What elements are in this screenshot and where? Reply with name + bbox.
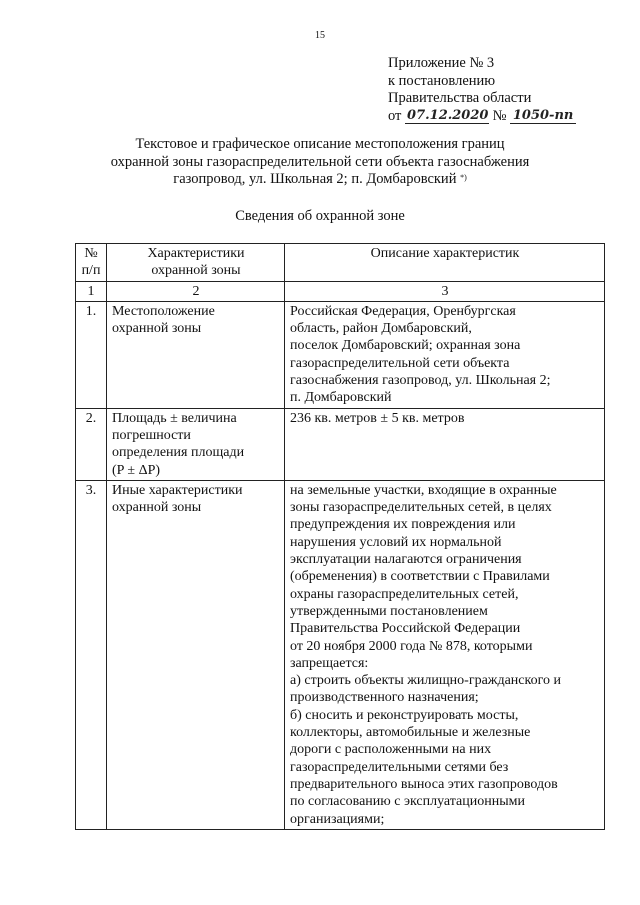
header-characteristic: Характеристики охранной зоны [107,244,285,282]
table-row [76,408,605,480]
row-number: 3. [76,480,107,829]
document-title [60,136,580,189]
title-line-3 [60,171,580,189]
table-row [76,301,605,408]
footnote-mark: *) [460,173,467,182]
date-prefix: от [388,107,402,124]
appendix-line-3: Правительства области [388,90,532,106]
column-number-1: 1 [76,281,107,301]
row-description: на земельные участки, входящие в охранные зоны газораспределительных сетей, в целях предупреждения их повреждения или нарушения условий их нормальной эксплуатации налагаются ограничения (обременения) в соответствии с Правилами охраны газораспределительных сетей, утвержденными постановлением Правительства Российской Федерации от 20 ноября 2000 года № 878, которыми запрещается: а) строить объекты жилищно-гражданского и производственного назначения; б) сносить и реконструировать мосты, коллекторы, автомобильные и железные дороги с расположенными на них газораспределительными сетями без предварительного выноса этих газопроводов по согласованию с эксплуатационными организациями; [285,480,605,829]
zone-info-table [75,243,605,830]
header-number: № п/п [76,244,107,282]
table-row [76,480,605,829]
row-number: 1. [76,301,107,408]
row-description: 236 кв. метров ± 5 кв. метров [285,408,605,480]
signed-number: 1050-пп [510,109,576,124]
appendix-line-2: к постановлению [388,72,496,89]
row-characteristic: Иные характеристики охранной зоны [107,480,285,829]
header-description: Описание характеристик [285,244,605,282]
row-number: 2. [76,408,107,480]
row-description: Российская Федерация, Оренбургская область, район Домбаровский, поселок Домбаровский; охранная зона газораспределительной сети объекта газоснабжения газопровод, ул. Школьная 2; п. Домбаровский [285,301,605,408]
appendix-line-1: Приложение № 3 [388,55,495,71]
section-subtitle: Сведения об охранной зоне [235,208,405,224]
signed-date: 07.12.2020 [407,107,489,123]
appendix-header [388,55,576,125]
title-line-1: Текстовое и графическое описание местоположения границ [135,136,505,152]
column-numbers-row [76,281,605,301]
appendix-date-line [388,108,576,126]
title-line-3-text: газопровод, ул. Школьная 2; п. Домбаровский [173,171,457,187]
column-number-2: 2 [107,281,285,301]
row-characteristic: Площадь ± величина погрешности определения площади (P ± ΔP) [107,408,285,480]
number-prefix: № [492,107,507,124]
title-line-2: охранной зоны газораспределительной сети объекта газоснабжения [110,153,530,170]
column-number-3: 3 [285,281,605,301]
table-header-row [76,244,605,282]
row-characteristic: Местоположение охранной зоны [107,301,285,408]
page-number: 15 [315,30,325,41]
